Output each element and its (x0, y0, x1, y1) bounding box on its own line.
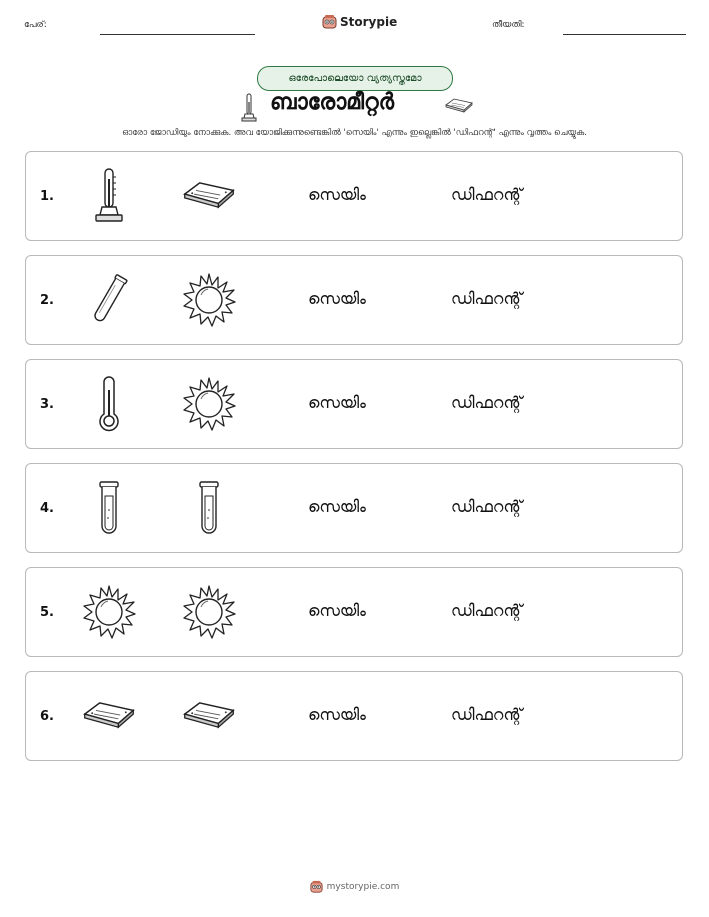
thermometer-stand-icon (78, 164, 140, 228)
different-option[interactable]: ഡിഫറന്റ് (451, 289, 523, 308)
title-row (0, 88, 709, 124)
brand-name: Storypie (340, 14, 398, 29)
question-row (25, 463, 683, 553)
worksheet-type-badge: ഒരേപോലെയോ വ്യത്യസ്തമോ (257, 66, 453, 91)
question-row (25, 359, 683, 449)
test-tube-icon (78, 268, 140, 332)
name-field-line[interactable] (100, 34, 255, 35)
question-row (25, 151, 683, 241)
question-number: 5. (40, 605, 54, 620)
same-option[interactable]: സെയിം (308, 601, 366, 620)
question-number: 4. (40, 501, 54, 516)
liquid-tube-icon (78, 476, 140, 540)
sun-icon (178, 580, 240, 644)
different-option[interactable]: ഡിഫറന്റ് (451, 497, 523, 516)
question-number: 2. (40, 293, 54, 308)
sun-icon (178, 372, 240, 436)
same-option[interactable]: സെയിം (308, 705, 366, 724)
question-number: 1. (40, 189, 54, 204)
page-title: ബാരോമീറ്റർ (270, 90, 395, 115)
question-number: 6. (40, 709, 54, 724)
sun-icon (78, 580, 140, 644)
different-option[interactable]: ഡിഫറന്റ് (451, 601, 523, 620)
thermometer-icon (78, 372, 140, 436)
question-row (25, 255, 683, 345)
date-field-line[interactable] (563, 34, 686, 35)
barometer-plate-icon (178, 684, 240, 748)
storypie-mascot-icon (310, 880, 323, 893)
brand-logo (322, 14, 397, 29)
barometer-plate-icon (178, 164, 240, 228)
same-option[interactable]: സെയിം (308, 393, 366, 412)
worksheet-header (0, 14, 709, 38)
name-label: പേര്: (24, 20, 47, 30)
liquid-tube-icon (178, 476, 240, 540)
date-label: തീയതി: (492, 20, 525, 30)
different-option[interactable]: ഡിഫറന്റ് (451, 185, 523, 204)
barometer-plate-icon (444, 96, 474, 116)
storypie-mascot-icon (322, 14, 337, 29)
question-number: 3. (40, 397, 54, 412)
different-option[interactable]: ഡിഫറന്റ് (451, 705, 523, 724)
different-option[interactable]: ഡിഫറന്റ് (451, 393, 523, 412)
question-row (25, 671, 683, 761)
same-option[interactable]: സെയിം (308, 289, 366, 308)
question-row (25, 567, 683, 657)
thermometer-stand-icon (240, 92, 258, 124)
same-option[interactable]: സെയിം (308, 185, 366, 204)
footer (0, 880, 709, 893)
footer-url[interactable]: mystorypie.com (326, 881, 400, 892)
sun-icon (178, 268, 240, 332)
same-option[interactable]: സെയിം (308, 497, 366, 516)
barometer-plate-icon (78, 684, 140, 748)
instructions: ഓരോ ജോഡിയും നോക്കുക. അവ യോജിക്കുന്നുണ്ടെങ്കിൽ 'സെയിം' എന്നും ഇല്ലെങ്കിൽ 'ഡിഫറന്റ്' എന്നും വൃത്തം ചെയ്യുക. (122, 128, 587, 138)
